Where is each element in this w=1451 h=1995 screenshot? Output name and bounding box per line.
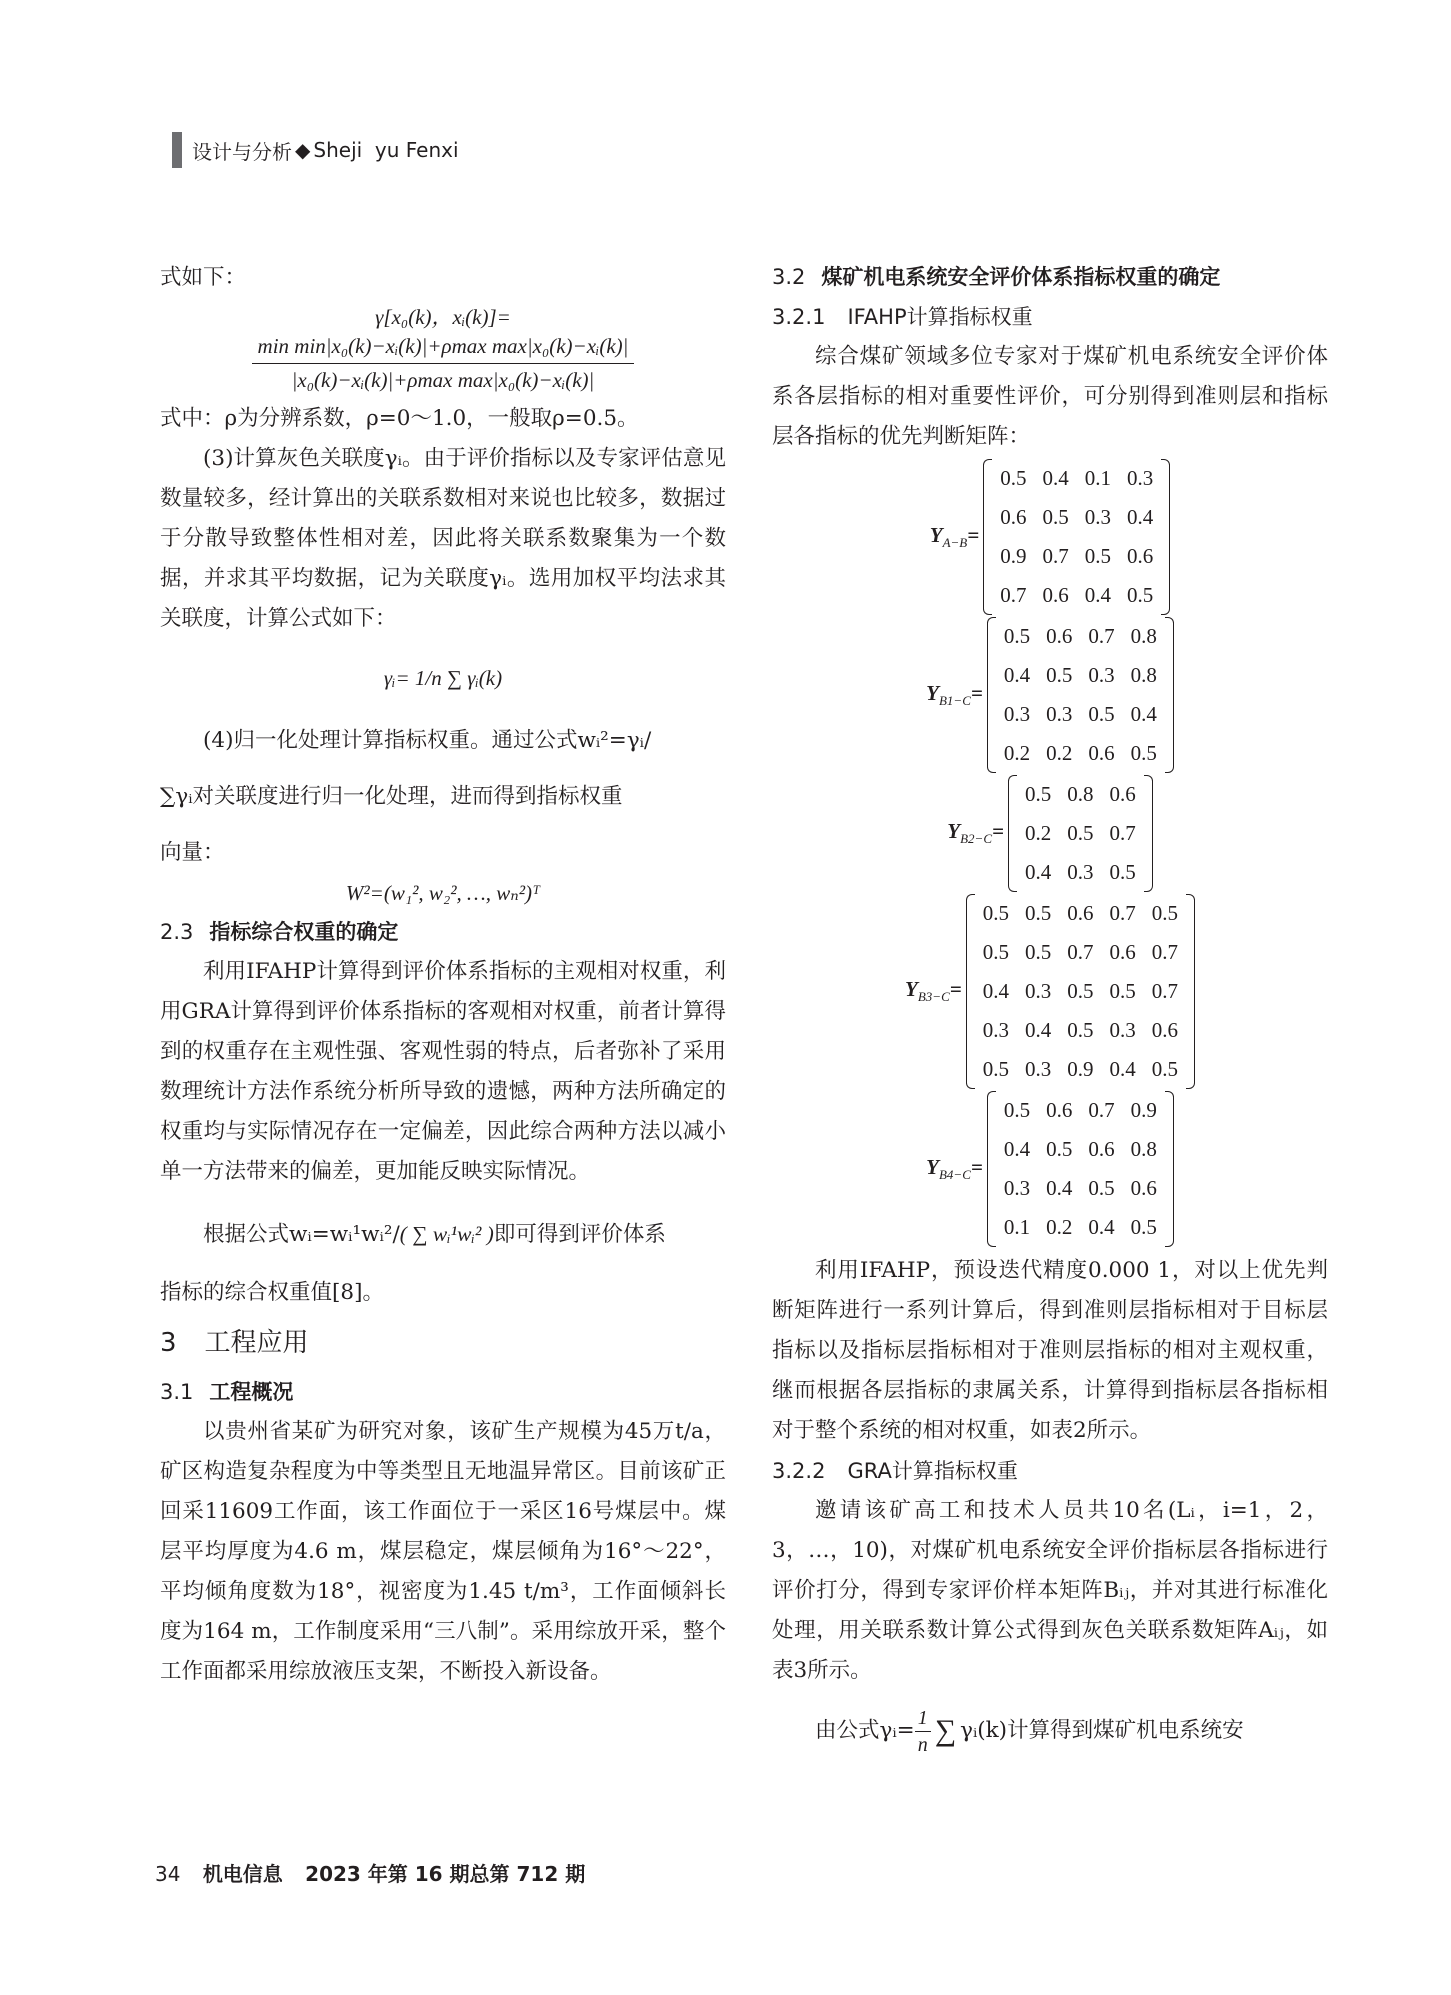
running-header (172, 132, 459, 168)
matrix-cell: 0.4 (982, 979, 1009, 1003)
matrix-cell: 0.5 (1003, 1098, 1031, 1122)
matrix-cell: 0.7 (1067, 940, 1094, 964)
matrix-cell: 0.4 (1003, 663, 1031, 687)
matrix-label: $Y_{B1-C}=$ (926, 680, 983, 709)
matrix-cell: 0.5 (1024, 940, 1052, 964)
matrix-4 (772, 894, 1328, 1089)
matrix-cell: 0.5 (1130, 741, 1157, 765)
heading-3-2-2 (772, 1451, 1328, 1491)
matrix-label-subscript: B1−C (938, 693, 971, 709)
matrix-left-bracket (1008, 775, 1017, 892)
matrix-right-bracket (1161, 459, 1170, 615)
matrix-right-bracket (1186, 894, 1195, 1089)
matrix-row (992, 498, 1161, 537)
matrix-cell: 0.7 (1109, 901, 1136, 925)
matrix-label: $Y_{B4-C}=$ (926, 1154, 983, 1183)
matrix-cell: 0.3 (1024, 1057, 1052, 1081)
heading-3-1-number: 3.1 (160, 1380, 194, 1404)
heading-3-2-title: 煤矿机电系统安全评价体系指标权重的确定 (821, 265, 1221, 289)
matrix-table (992, 459, 1161, 615)
matrix-cell: 0.4 (1024, 1018, 1052, 1042)
heading-3-2-1 (772, 297, 1328, 337)
matrix-row (992, 459, 1161, 498)
equation-gamma-lhs: γ[x₀(k)，xᵢ(k)]= (375, 305, 511, 329)
heading-3-2-1-number: 3.2.1 (772, 305, 826, 329)
matrix-row (1017, 775, 1144, 814)
matrix-body (966, 894, 1195, 1089)
paragraph-3-1: 以贵州省某矿为研究对象，该矿生产规模为45万t/a，矿区构造复杂程度为中等类型且无地温异常区。目前该矿正回采11609工作面，该工作面位于一采区16号煤层中。煤层平均厚度为4.6 m，煤层稳定，煤层倾角为16°～22°，平均倾角度数为18°，视密度为1.45 t/m³，工作面倾斜长度为164 m，工作制度采用“三八制”。采用综放开采，整个工作面都采用综放液压支架，不断投入新设备。 (160, 1419, 726, 1684)
matrix-row (996, 656, 1165, 695)
matrix-label-subscript: A−B (942, 535, 968, 551)
header-diamond-icon: ◆ (295, 138, 311, 162)
matrix-cell: 0.5 (1024, 782, 1052, 806)
matrix-2 (772, 617, 1328, 773)
matrix-cell: 0.4 (1088, 1215, 1115, 1239)
matrix-body (987, 1091, 1174, 1247)
matrix-cell: 0.5 (1003, 624, 1031, 648)
matrix-cell: 0.3 (1003, 702, 1031, 726)
matrix-label: $Y_{B3-C}=$ (905, 977, 962, 1005)
matrix-row (975, 1050, 1186, 1089)
heading-3-2 (772, 258, 1328, 297)
matrix-row (996, 1208, 1165, 1247)
matrix-cell: 0.5 (1024, 901, 1052, 925)
matrix-3 (772, 775, 1328, 892)
matrix-row (996, 734, 1165, 773)
formula-gamma-a: 由公式γᵢ= (815, 1718, 915, 1743)
matrix-cell: 0.3 (1046, 702, 1073, 726)
matrix-cell: 0.2 (1024, 821, 1052, 845)
matrix-label-subscript: B2−C (960, 831, 992, 847)
matrix-label-symbol: Y (947, 819, 961, 844)
matrix-body (987, 617, 1174, 773)
matrix-cell: 0.5 (1130, 1215, 1157, 1239)
matrix-cell: 0.7 (1109, 821, 1136, 845)
matrix-right-bracket (1144, 775, 1153, 892)
matrix-cell: 0.7 (1000, 583, 1027, 607)
equation-mean-relation: γᵢ= 1/n ∑ γᵢ(k) (383, 666, 503, 690)
matrix-row (975, 894, 1186, 933)
step3-paragraph: (3)计算灰色关联度γᵢ。由于评价指标以及专家评估意见数量较多，经计算出的关联系数相对来说也比较多，数据过于分散导致整体性相对差，因此将关联系数聚集为一个数据，并求其平均数据，记为关联度γᵢ。选用加权平均法求其关联度，计算公式如下： (160, 446, 726, 631)
equation-gamma-numerator: min min|x₀(k)−xᵢ(k)|+ρmax max|x₀(k)−xᵢ(k)| (252, 334, 635, 364)
matrix-label-symbol: Y (926, 680, 939, 705)
heading-3-2-1-title: IFAHP计算指标权重 (847, 305, 1033, 329)
matrix-cell: 0.5 (1084, 544, 1111, 568)
matrix-row (996, 1169, 1165, 1208)
matrix-cell: 0.2 (1003, 741, 1031, 765)
matrix-cell: 0.4 (1046, 1176, 1073, 1200)
right-column (772, 258, 1328, 1771)
paragraph-3-2-2: 邀请该矿高工和技术人员共10名(Lᵢ，i=1，2，3，…，10)，对煤矿机电系统安全评价指标层各指标进行评价打分，得到专家评价样本矩阵Bᵢⱼ，并对其进行标准化处理，用关联系数计算公式得到灰色关联系数矩阵Aᵢⱼ，如表3所示。 (772, 1498, 1328, 1683)
paragraph-3-2-1: 综合煤矿领域多位专家对于煤矿机电系统安全评价体系各层指标的相对重要性评价，可分别得到准则层和指标层各指标的优先判断矩阵： (772, 344, 1328, 449)
header-bar (172, 132, 182, 168)
matrix-cell: 0.5 (982, 901, 1009, 925)
step4-paragraph-a: (4)归一化处理计算指标权重。通过公式wᵢ²=γᵢ/ (203, 728, 652, 753)
matrix-table (996, 1091, 1165, 1247)
heading-3-1 (160, 1373, 726, 1412)
judgment-matrices (772, 459, 1328, 1247)
matrix-row (1017, 853, 1144, 892)
matrix-cell: 0.6 (1000, 505, 1027, 529)
matrix-5 (772, 1091, 1328, 1247)
paragraph-3-2-1-b: 利用IFAHP，预设迭代精度0.000 1，对以上优先判断矩阵进行一系列计算后，得到准则层指标相对于目标层指标以及指标层指标相对于准则层指标的相对主观权重，继而根据各层指标的隶属关系，计算得到指标层各指标相对于整个系统的相对权重，如表2所示。 (772, 1258, 1328, 1443)
matrix-cell: 0.6 (1042, 583, 1069, 607)
matrix-cell: 0.5 (1151, 901, 1178, 925)
matrix-cell: 0.5 (1000, 466, 1027, 490)
paragraph-3-2-2-formula (772, 1691, 1328, 1771)
heading-2-3-number: 2.3 (160, 920, 194, 944)
matrix-cell: 0.6 (1067, 901, 1094, 925)
paragraph-2-3-formula (160, 1196, 726, 1273)
matrix-cell: 0.5 (1126, 583, 1154, 607)
formula-sum: ( ∑ wᵢ¹wᵢ² ) (399, 1222, 494, 1246)
matrix-cell: 0.3 (1084, 505, 1111, 529)
heading-3 (160, 1317, 726, 1369)
matrix-cell: 0.4 (1024, 860, 1052, 884)
matrix-cell: 0.7 (1151, 940, 1178, 964)
paragraph-2-3: 利用IFAHP计算得到评价体系指标的主观相对权重，利用GRA计算得到评价体系指标的客观相对权重，前者计算得到的权重存在主观性强、客观性弱的特点，后者弥补了采用数理统计方法作系统分析所导致的遗憾，两种方法所确定的权重均与实际情况存在一定偏差，因此综合两种方法以减小单一方法带来的偏差，更加能反映实际情况。 (160, 959, 726, 1184)
matrix-cell: 0.7 (1088, 624, 1115, 648)
matrix-row (996, 695, 1165, 734)
matrix-cell: 0.7 (1088, 1098, 1115, 1122)
matrix-left-bracket (983, 459, 992, 615)
matrix-row (996, 1091, 1165, 1130)
matrix-cell: 0.5 (1088, 1176, 1115, 1200)
formula-gamma-b: γᵢ(k)计算得到煤矿机电系统安 (960, 1718, 1244, 1743)
matrix-cell: 0.9 (1067, 1057, 1094, 1081)
matrix-left-bracket (987, 617, 996, 773)
matrix-row (992, 576, 1161, 615)
matrix-label: $Y_{A-B}=$ (929, 522, 980, 551)
matrix-label-subscript: B4−C (938, 1167, 971, 1183)
matrix-cell: 0.3 (1088, 663, 1115, 687)
equation-weight-vector: W²=(w₁², w₂², …, wₙ²)ᵀ (345, 881, 541, 905)
matrix-cell: 0.6 (1046, 1098, 1073, 1122)
matrix-cell: 0.4 (1126, 505, 1154, 529)
intro-text: 式如下： (160, 265, 247, 290)
formula-text-b: 即可得到评价体系 (493, 1222, 666, 1247)
matrix-cell: 0.4 (1084, 583, 1111, 607)
matrix-label-subscript: B3−C (917, 989, 950, 1005)
matrix-cell: 0.5 (1042, 505, 1069, 529)
formula-text-a: 根据公式wᵢ=wᵢ¹wᵢ²/ (203, 1222, 400, 1247)
matrix-cell: 0.8 (1130, 663, 1157, 687)
formula-gamma-fraction: $\frac{1}{n}$ (915, 1707, 931, 1756)
matrix-cell: 0.6 (1088, 741, 1115, 765)
heading-3-2-number: 3.2 (772, 265, 806, 289)
matrix-cell: 0.4 (1130, 702, 1157, 726)
matrix-left-bracket (987, 1091, 996, 1247)
matrix-cell: 0.4 (1042, 466, 1069, 490)
heading-3-2-2-number: 3.2.2 (772, 1459, 826, 1483)
matrix-cell: 0.5 (982, 1057, 1009, 1081)
matrix-body (983, 459, 1170, 615)
matrix-cell: 0.6 (1109, 782, 1136, 806)
matrix-cell: 0.7 (1042, 544, 1069, 568)
matrix-table (975, 894, 1186, 1089)
journal-issue: 2023 年第 16 期总第 712 期 (305, 1862, 586, 1886)
matrix-body (1008, 775, 1153, 892)
matrix-label-symbol: Y (926, 1154, 939, 1179)
left-column (160, 258, 726, 1692)
matrix-row (996, 1130, 1165, 1169)
matrix-row (975, 933, 1186, 972)
matrix-row (992, 537, 1161, 576)
matrix-1 (772, 459, 1328, 615)
heading-3-2-2-title: GRA计算指标权重 (847, 1459, 1018, 1483)
matrix-row (996, 617, 1165, 656)
matrix-label-symbol: Y (905, 977, 918, 1002)
matrix-cell: 0.5 (1088, 702, 1115, 726)
matrix-cell: 0.6 (1109, 940, 1136, 964)
matrix-row (1017, 814, 1144, 853)
header-section-cn: 设计与分析 (192, 139, 292, 164)
equation-gamma-denominator: |x₀(k)−xᵢ(k)|+ρmax max|x₀(k)−xᵢ(k)| (291, 368, 595, 392)
heading-3-1-title: 工程概况 (209, 1380, 294, 1404)
matrix-cell: 0.5 (1067, 821, 1094, 845)
matrix-cell: 0.5 (1046, 1137, 1073, 1161)
heading-3-number: 3 (160, 1328, 177, 1358)
matrix-cell: 0.5 (1151, 1057, 1178, 1081)
matrix-cell: 0.5 (1109, 860, 1136, 884)
page-number: 34 (155, 1862, 181, 1886)
matrix-cell: 0.1 (1003, 1215, 1031, 1239)
matrix-cell: 0.8 (1130, 1137, 1157, 1161)
matrix-cell: 0.8 (1130, 624, 1157, 648)
paragraph-2-3-end: 指标的综合权重值[8]。 (160, 1280, 384, 1305)
matrix-row (975, 972, 1186, 1011)
step4-paragraph-b: ∑γᵢ对关联度进行归一化处理，进而得到指标权重 (160, 784, 623, 809)
matrix-cell: 0.5 (1067, 1018, 1094, 1042)
matrix-cell: 0.6 (1151, 1018, 1178, 1042)
matrix-table (1017, 775, 1144, 892)
journal-name: 机电信息 (202, 1862, 283, 1886)
matrix-cell: 0.6 (1130, 1176, 1157, 1200)
matrix-cell: 0.5 (1067, 979, 1094, 1003)
matrix-cell: 0.3 (1003, 1176, 1031, 1200)
matrix-cell: 0.1 (1084, 466, 1111, 490)
matrix-cell: 0.9 (1000, 544, 1027, 568)
header-section-pinyin: Sheji yu Fenxi (313, 138, 459, 162)
matrix-cell: 0.5 (1109, 979, 1136, 1003)
matrix-cell: 0.3 (1067, 860, 1094, 884)
page-footer (155, 1858, 585, 1887)
matrix-label-symbol: Y (929, 522, 943, 547)
matrix-left-bracket (966, 894, 975, 1089)
matrix-cell: 0.3 (982, 1018, 1009, 1042)
step4-paragraph-c: 向量： (160, 840, 225, 865)
equation-gamma-fraction (252, 334, 635, 393)
matrix-cell: 0.7 (1151, 979, 1178, 1003)
rho-note: 式中：ρ为分辨系数，ρ=0～1.0，一般取ρ=0.5。 (160, 406, 639, 431)
heading-2-3-title: 指标综合权重的确定 (209, 920, 399, 944)
matrix-cell: 0.3 (1024, 979, 1052, 1003)
matrix-cell: 0.3 (1126, 466, 1154, 490)
matrix-cell: 0.6 (1126, 544, 1154, 568)
matrix-cell: 0.5 (982, 940, 1009, 964)
matrix-cell: 0.6 (1046, 624, 1073, 648)
matrix-cell: 0.4 (1003, 1137, 1031, 1161)
matrix-cell: 0.8 (1067, 782, 1094, 806)
matrix-cell: 0.9 (1130, 1098, 1157, 1122)
heading-2-3 (160, 913, 726, 952)
equation-gamma (160, 300, 726, 393)
matrix-cell: 0.2 (1046, 1215, 1073, 1239)
matrix-cell: 0.3 (1109, 1018, 1136, 1042)
matrix-table (996, 617, 1165, 773)
matrix-label: $Y_{B2-C}=$ (947, 819, 1004, 847)
matrix-row (975, 1011, 1186, 1050)
formula-gamma-sum: ∑ (934, 1714, 957, 1747)
matrix-cell: 0.6 (1088, 1137, 1115, 1161)
matrix-right-bracket (1165, 617, 1174, 773)
matrix-cell: 0.2 (1046, 741, 1073, 765)
heading-3-title: 工程应用 (204, 1328, 309, 1358)
matrix-cell: 0.4 (1109, 1057, 1136, 1081)
matrix-cell: 0.5 (1046, 663, 1073, 687)
matrix-right-bracket (1165, 1091, 1174, 1247)
